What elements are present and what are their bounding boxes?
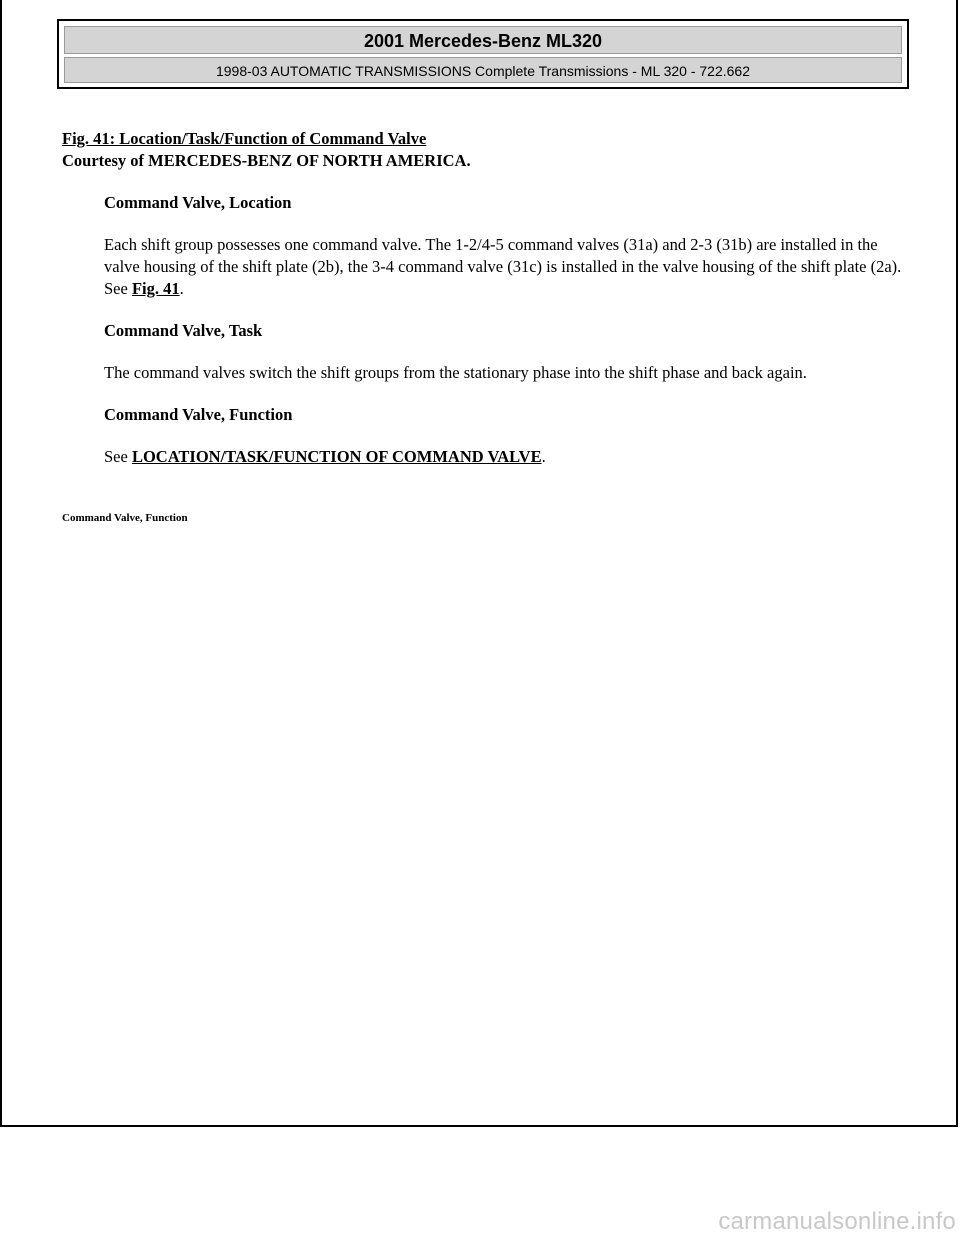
figure-heading: Command Valve, Function (62, 512, 188, 524)
location-paragraph (104, 234, 912, 300)
task-paragraph: The command valves switch the shift groups from the stationary phase into the shift phase and back again. (104, 363, 807, 382)
document-content (62, 128, 912, 468)
document-header (57, 19, 909, 89)
location-text: Each shift group possesses one command valve. The 1-2/4-5 command valves (31a) and 2-3 (31b) are installed in the valve housing of the shift plate (2b), the 3-4 command valve (31c) is installed in the valve housing of the shift plate (2a). See (104, 235, 902, 298)
location-end: . (179, 279, 184, 298)
function-prefix: See (104, 447, 132, 466)
figure-caption: Fig. 41: Location/Task/Function of Command Valve (62, 129, 427, 148)
header-subtitle: 1998-03 AUTOMATIC TRANSMISSIONS Complete Transmissions - ML 320 - 722.662 (64, 57, 902, 83)
command-valve-link[interactable]: LOCATION/TASK/FUNCTION OF COMMAND VALVE (131, 447, 542, 466)
location-heading: Command Valve, Location (104, 193, 292, 212)
function-heading: Command Valve, Function (104, 405, 293, 424)
function-end: . (541, 447, 546, 466)
site-watermark: carmanualsonline.info (718, 1208, 956, 1235)
fig-41-link[interactable]: Fig. 41 (131, 279, 180, 298)
task-heading: Command Valve, Task (104, 321, 263, 340)
function-paragraph (104, 446, 912, 468)
header-title: 2001 Mercedes-Benz ML320 (64, 26, 902, 54)
courtesy-line: Courtesy of MERCEDES-BENZ OF NORTH AMERICA. (62, 151, 471, 170)
